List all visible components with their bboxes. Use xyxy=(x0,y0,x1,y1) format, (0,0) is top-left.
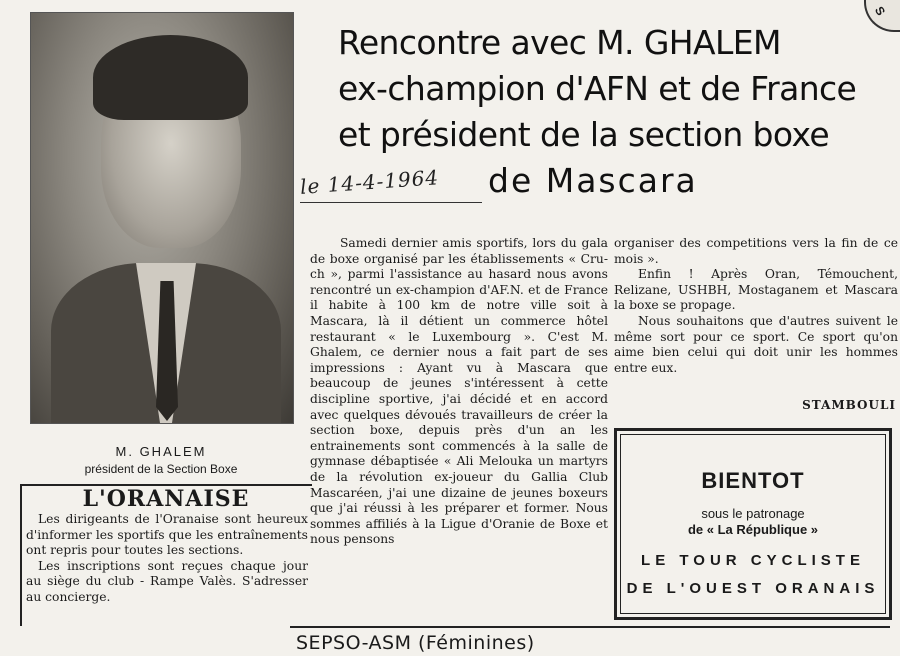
article-column-1: Samedi dernier amis sportifs, lors du gala de boxe organisé par les établissements « Cru-ch », parmi l'assistance au hasard nous avons rencontré un ex-champion d'AF.N. et de France il habite à 100 km de notre ville soit à Mascara, là il détient un commerce hôtel restaurant « le Luxembourg ». C'est M. Ghalem, ce dernier nous a fait part de ses impressions : Ayant vu à Mascara que beaucoup de jeunes s'intéressent à cette discipline sportive, j'ai décidé et en accord avec quelques dévoués travailleurs de créer la section boxe, depuis près d'un an les entrainements sont commencés à la salle de gymnase débaptisée « Ali Melouka un martyrs de la révolution ex-joueur du Gallia Club Mascaréen, j'ai une dizaine de jeunes boxeurs que j'ai réussi à les préparer et former. Nous sommes affiliés à la Ligue d'Oranie de Boxe et nous pensons xyxy=(310,236,608,547)
headline-line-4: de Mascara xyxy=(488,161,698,200)
headline-line-2: ex-champion d'AFN et de France xyxy=(338,69,857,108)
bientot-line-2: de « La République » xyxy=(687,522,819,537)
oranaise-title: L'ORANAISE xyxy=(82,486,250,512)
article-col2-paragraph-3: Nous souhaitons que d'autres suivent le même sort pour ce sport. Ce sport qu'on aime bien celui qui doit unir les hommes entre eux. xyxy=(614,313,898,375)
bientot-line-1: sous le patronage xyxy=(701,506,805,521)
headline-line-3: et président de la section boxe xyxy=(338,115,830,154)
oranaise-paragraph-2: Les inscriptions sont reçues chaque jour au siège du club - Rampe Valès. S'adresser au concierge. xyxy=(26,558,308,604)
article-column-2 xyxy=(614,236,898,376)
bientot-line-4: DE L'OUEST ORANAIS xyxy=(626,580,880,597)
photo-hair xyxy=(93,35,248,120)
corner-stamp-text: S xyxy=(871,4,889,18)
bientot-title: BIENTOT xyxy=(701,468,805,493)
article-col2-paragraph-2: Enfin ! Après Oran, Témouchent, Relizane, USHBH, Mostaganem et Mascara la boxe se propage. xyxy=(614,267,898,313)
bottom-rule xyxy=(290,626,890,628)
handwritten-date: le 14-4-1964 xyxy=(299,165,440,199)
footer-headline: SEPSO-ASM (Féminines) xyxy=(296,632,535,654)
photo-caption-name: M. GHALEM xyxy=(115,444,207,459)
bientot-line-3: LE TOUR CYCLISTE xyxy=(641,552,865,569)
article-signature: STAMBOULI xyxy=(802,398,896,412)
article-col2-paragraph-1: organiser des competitions vers la fin de ce mois ». xyxy=(614,236,898,266)
oranaise-body xyxy=(26,512,308,605)
headline-line-1: Rencontre avec M. GHALEM xyxy=(338,23,781,62)
portrait-photo xyxy=(30,12,294,424)
photo-caption-title: président de la Section Boxe xyxy=(84,462,238,476)
handwritten-underline xyxy=(300,202,482,203)
oranaise-paragraph-1: Les dirigeants de l'Oranaise sont heureux d'informer les sportifs que les entraînements ont repris pour toutes les sections. xyxy=(26,512,308,557)
